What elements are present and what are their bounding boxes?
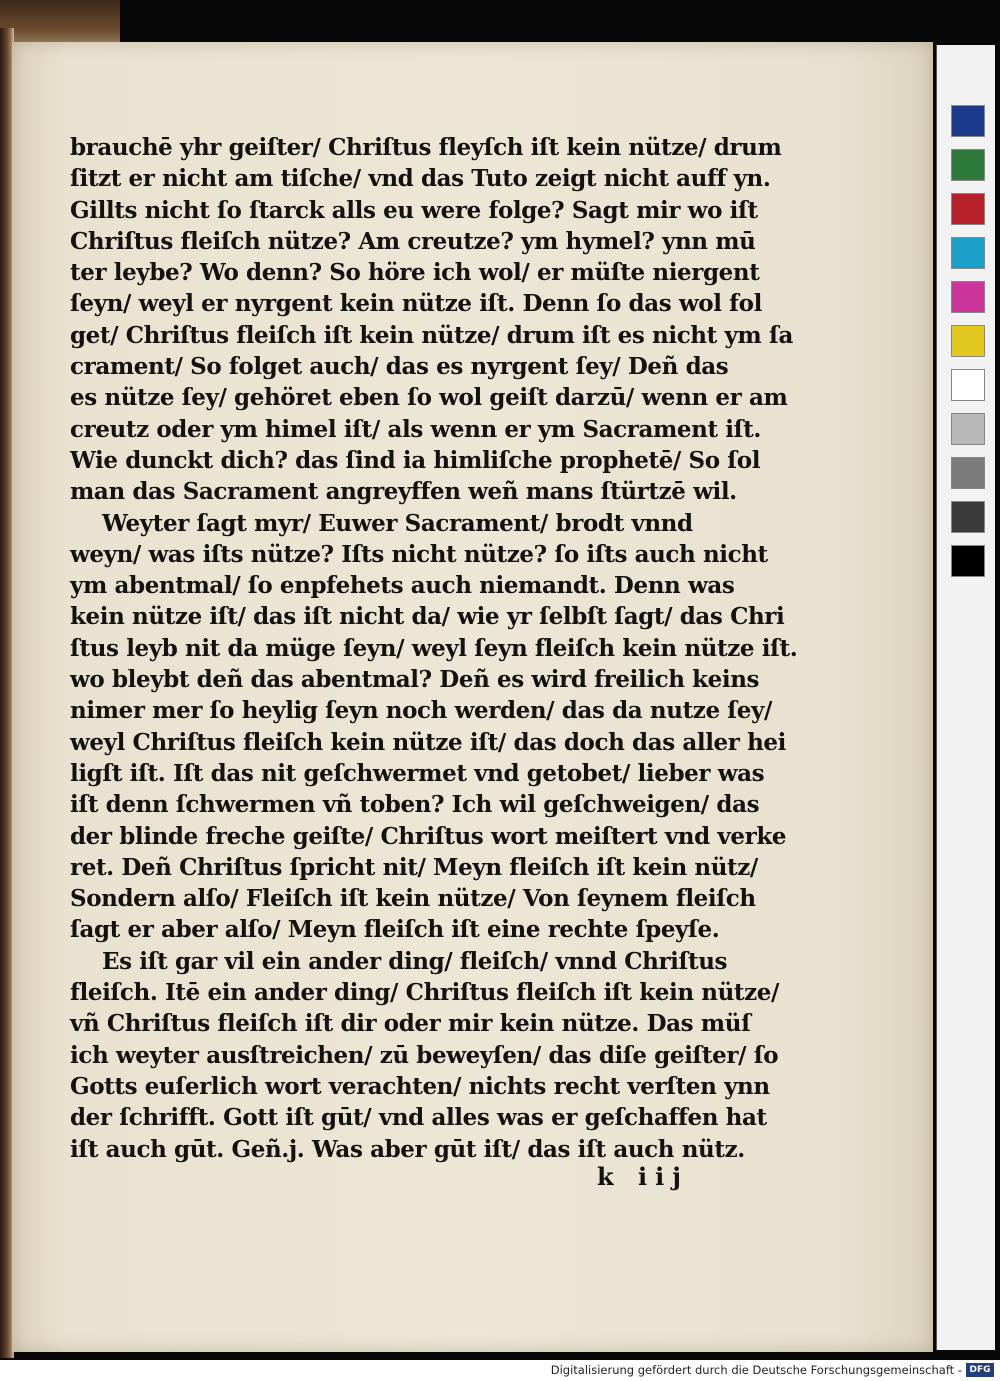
text-line: Sondern alſo/ Fleiſch iſt kein nütze/ Von ſeynem fleiſch <box>70 885 756 913</box>
text-line: ich weyter ausſtreichen/ zū beweyſen/ das diſe geiſter/ ſo <box>70 1041 779 1069</box>
text-line: vñ Chriſtus fleiſch iſt dir oder mir kein nütze. Das müſ <box>70 1010 751 1038</box>
color-swatch <box>951 501 985 533</box>
text-line: ſtus leyb nit da müge ſeyn/ weyl ſeyn fleiſch kein nütze iſt. <box>70 634 798 662</box>
text-line: ligſt iſt. Iſt das nit geſchwermet vnd getobet/ lieber was <box>70 759 765 787</box>
text-line: brauchē yhr geiſter/ Chriſtus fleyſch iſt kein nütze/ drum <box>70 134 782 161</box>
text-line: der ſchrifft. Gott iſt gūt/ vnd alles was er geſchaffen hat <box>70 1104 767 1132</box>
color-swatch <box>951 413 985 445</box>
text-line: iſt auch gūt. Geñ.j. Was aber gūt iſt/ das iſt auch nütz. <box>70 1135 745 1163</box>
text-line: weyl Chriſtus fleiſch kein nütze iſt/ das doch das aller hei <box>70 728 786 756</box>
text-line: get/ Chriſtus fleiſch iſt kein nütze/ drum iſt es nicht ym ſa <box>70 321 793 349</box>
text-line: fleiſch. Itē ein ander ding/ Chriſtus fleiſch iſt kein nütze/ <box>70 979 780 1007</box>
text-line: weyn/ was iſts nütze? Iſts nicht nütze? ſo iſts auch nicht <box>70 540 768 568</box>
text-line: der blinde freche geiſte/ Chriſtus wort meiſtert vnd verke <box>70 822 787 850</box>
dfg-logo: DFG <box>966 1363 994 1377</box>
footer-bar <box>0 1360 1000 1381</box>
color-swatch <box>951 193 985 225</box>
color-swatch <box>951 325 985 357</box>
paragraph-start-line: Es iſt gar vil ein ander ding/ fleiſch/ vnnd Chriſtus <box>102 947 728 975</box>
book-cover-corner <box>0 0 120 48</box>
text-line: Chriſtus fleiſch nütze? Am creutze? ym hymel? ynn mū <box>70 227 756 255</box>
footer-credit: Digitalisierung gefördert durch die Deutsche Forschungsgemeinschaft - <box>550 1363 962 1377</box>
text-line: Gotts euſerlich wort verachten/ nichts recht verſten ynn <box>70 1072 770 1100</box>
text-line: ſeyn/ weyl er nyrgent kein nütze iſt. Denn ſo das wol fol <box>70 290 762 318</box>
text-line: kein nütze iſt/ das iſt nicht da/ wie yr ſelbſt ſagt/ das Chri <box>70 603 785 631</box>
color-calibration-strip <box>936 45 995 1350</box>
text-line: nimer mer ſo heylig ſeyn noch werden/ das da nutze ſey/ <box>70 697 772 725</box>
text-line: Gillts nicht ſo ſtarck alls eu were folge? Sagt mir wo iſt <box>70 196 758 224</box>
paragraph-start-line: Weyter ſagt myr/ Euwer Sacrament/ brodt vnnd <box>102 509 693 537</box>
color-swatch <box>951 281 985 313</box>
color-swatch <box>951 237 985 269</box>
text-line: Wie dunckt dich? das ſind ia himliſche prophetē/ So ſol <box>70 446 761 474</box>
text-line: ſagt er aber alſo/ Meyn fleiſch iſt eine rechte ſpeyſe. <box>70 916 720 944</box>
color-swatch <box>951 149 985 181</box>
book-page <box>12 42 933 1352</box>
color-swatch <box>951 105 985 137</box>
text-line: man das Sacrament angreyffen weñ mans ſtürtzē wil. <box>70 478 737 506</box>
page-text-block <box>70 132 798 1165</box>
color-swatch <box>951 457 985 489</box>
text-line: ter leybe? Wo denn? So höre ich wol/ er müſte niergent <box>70 259 760 287</box>
text-line: wo bleybt deñ das abentmal? Deñ es wird freilich keins <box>70 666 760 694</box>
text-line: creutz oder ym himel iſt/ als wenn er ym Sacrament iſt. <box>70 415 761 443</box>
signature-mark: k iij <box>597 1162 689 1191</box>
text-line: crament/ So folget auch/ das es nyrgent ſey/ Deñ das <box>70 353 729 381</box>
text-line: es nütze ſey/ gehöret eben ſo wol geiſt darzū/ wenn er am <box>70 384 788 412</box>
text-line: ſitzt er nicht am tiſche/ vnd das Tuto zeigt nicht auff yn. <box>70 165 771 193</box>
text-line: ym abentmal/ ſo enpfehets auch niemandt. Denn was <box>70 572 735 600</box>
color-swatch <box>951 369 985 401</box>
text-line: iſt denn ſchwermen vñ toben? Ich wil geſchweigen/ das <box>70 791 760 819</box>
color-swatch <box>951 545 985 577</box>
text-line: ret. Deñ Chriſtus ſpricht nit/ Meyn fleiſch iſt kein nütz/ <box>70 853 758 881</box>
